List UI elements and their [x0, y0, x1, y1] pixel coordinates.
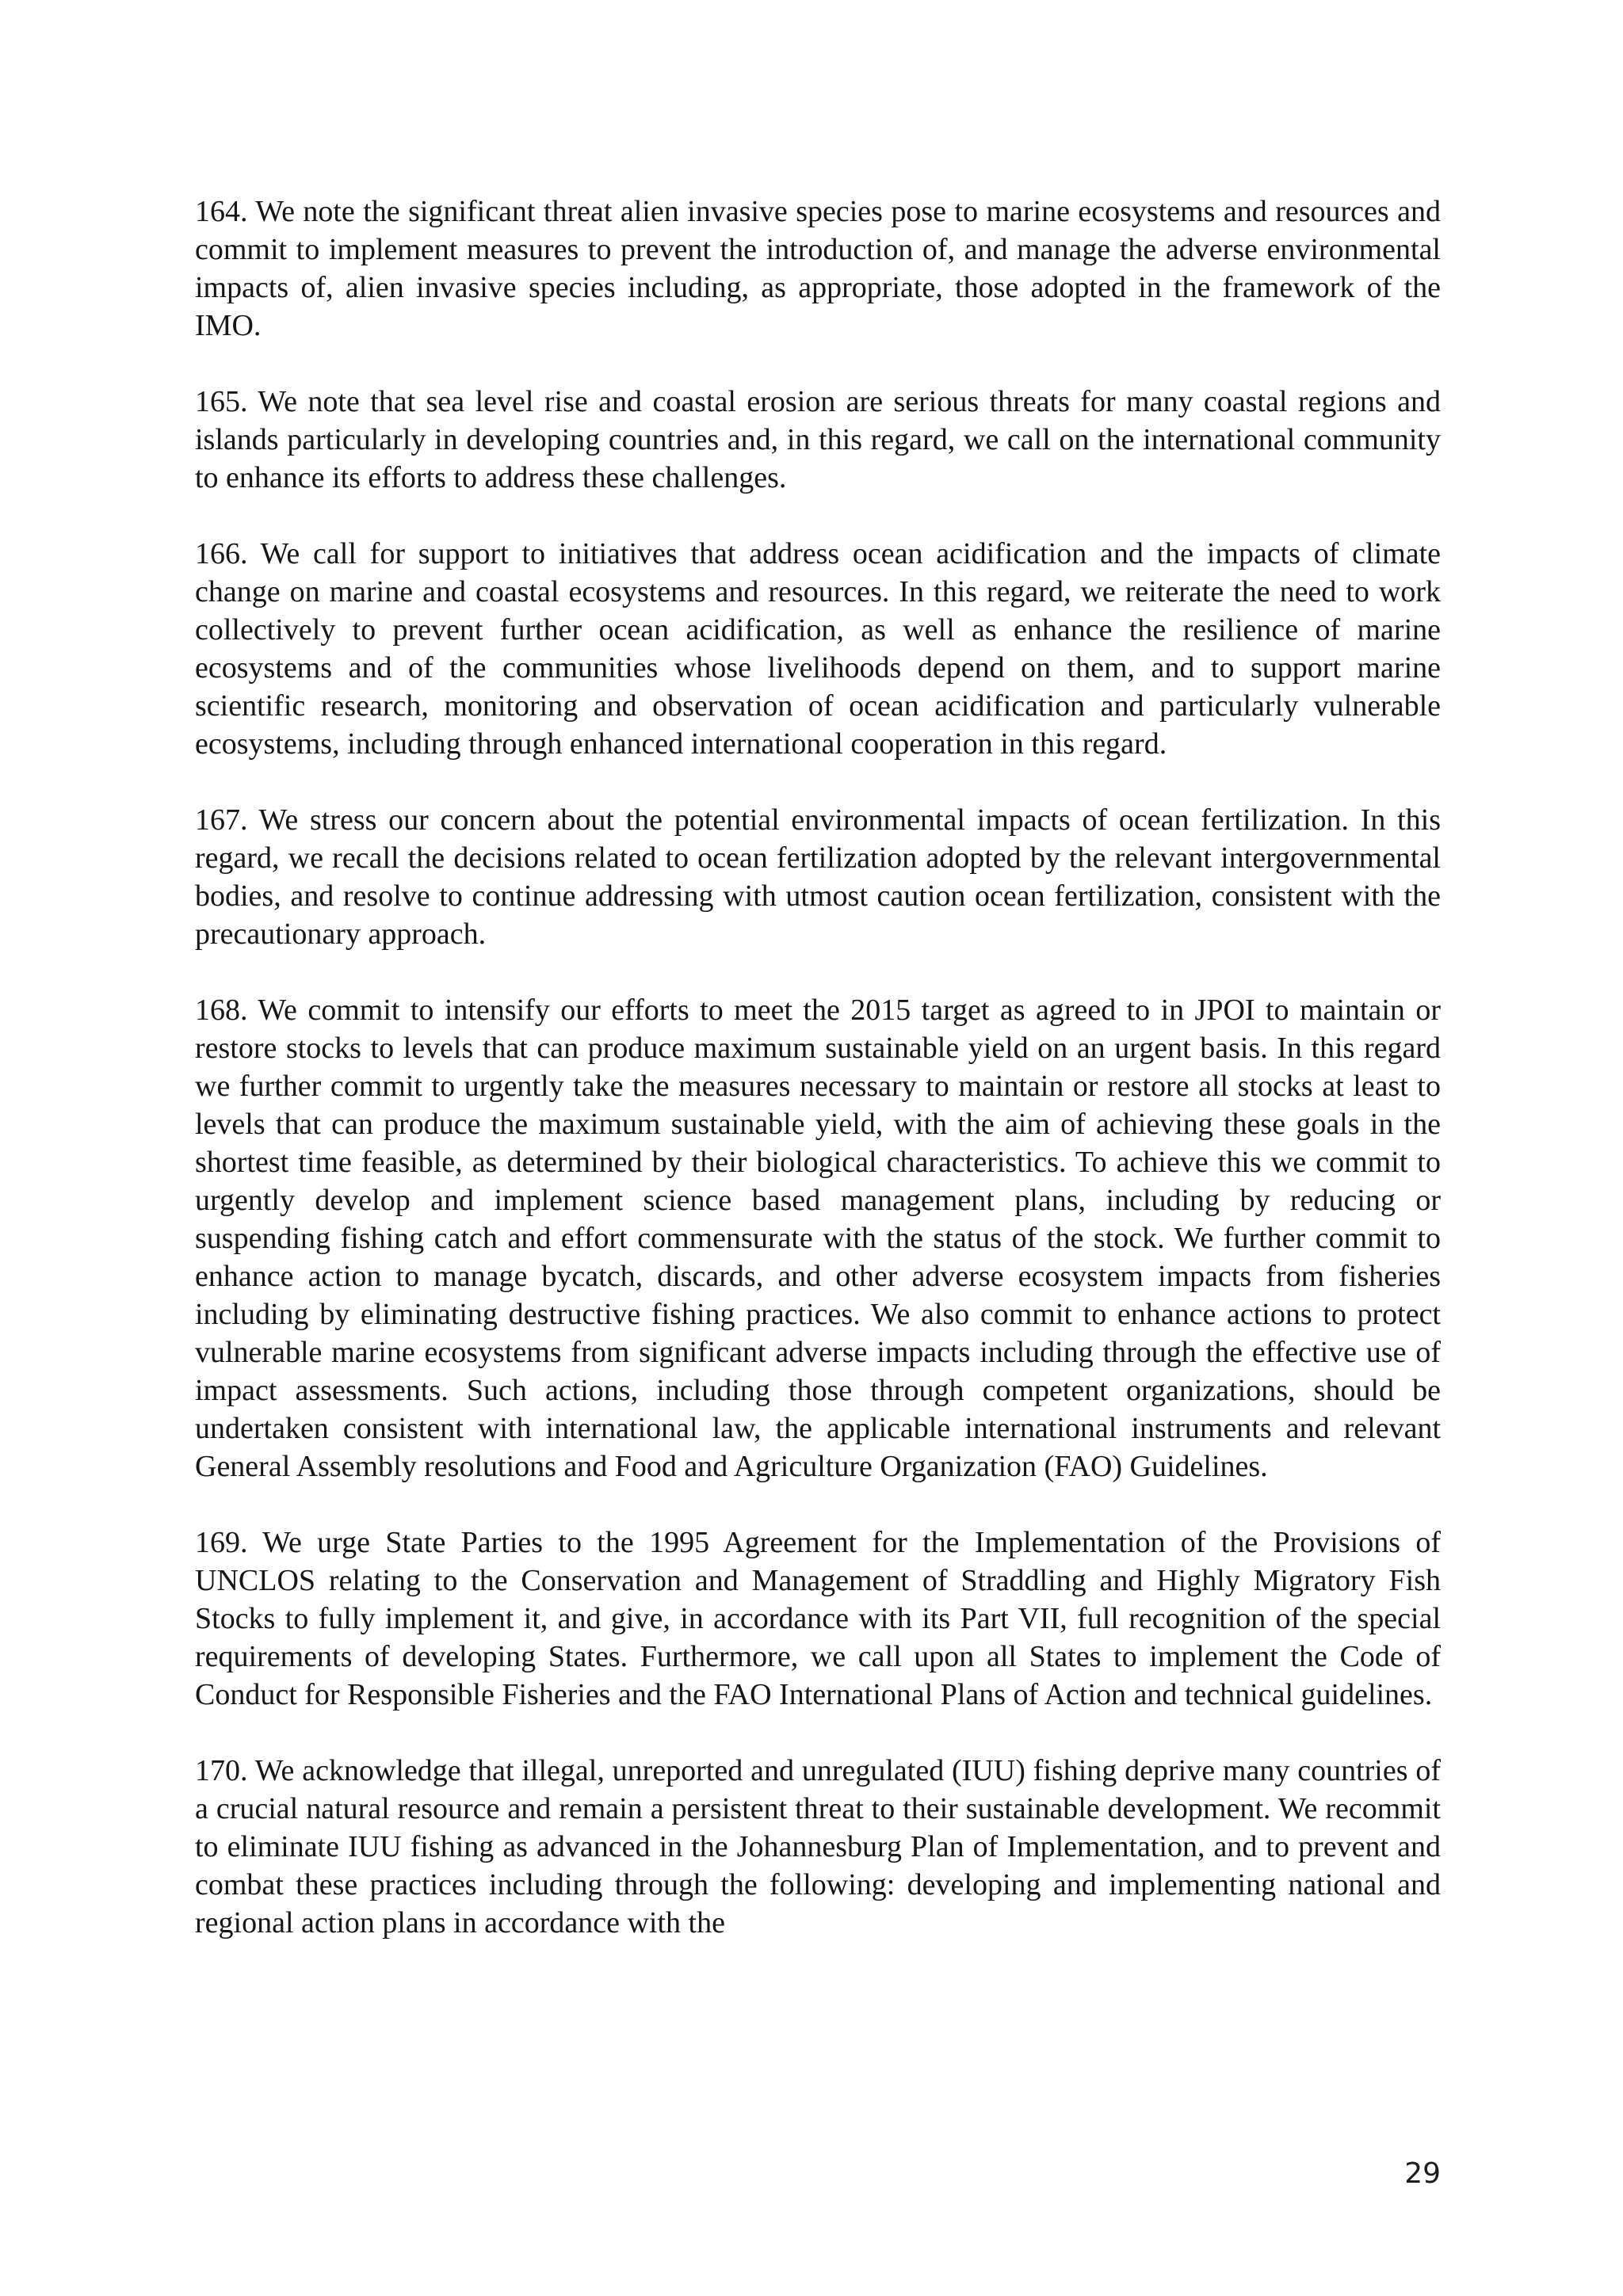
paragraph-166	[195, 535, 1441, 763]
paragraph-164	[195, 193, 1441, 345]
paragraph-number: 164.	[195, 195, 248, 228]
paragraph-text: We note that sea level rise and coastal erosion are serious threats for many coastal regions and islands particularly in developing countries and, in this regard, we call on the international community to enhance its efforts to address these challenges.	[195, 385, 1441, 494]
paragraph-number: 170.	[195, 1754, 248, 1787]
paragraph-168	[195, 991, 1441, 1486]
paragraph-169	[195, 1524, 1441, 1714]
paragraph-number: 166.	[195, 537, 248, 570]
paragraph-165	[195, 383, 1441, 497]
document-body	[195, 193, 1441, 1942]
paragraph-text: We urge State Parties to the 1995 Agreement for the Implementation of the Provisions of UNCLOS relating to the Conservation and Management of Straddling and Highly Migratory Fish Stocks to fully implement it, and give, in accordance with its Part VII, full recognition of the special requirements of developing States. Furthermore, we call upon all States to implement the Code of Conduct for Responsible Fisheries and the FAO International Plans of Action and technical guidelines.	[195, 1526, 1441, 1711]
paragraph-text: We acknowledge that illegal, unreported and unregulated (IUU) fishing deprive many countries of a crucial natural resource and remain a persistent threat to their sustainable development. We recommit to eliminate IUU fishing as advanced in the Johannesburg Plan of Implementation, and to prevent and combat these practices including through the following: developing and implementing national and regional action plans in accordance with the	[195, 1754, 1441, 1939]
paragraph-170	[195, 1752, 1441, 1942]
paragraph-text: We note the significant threat alien invasive species pose to marine ecosystems and resources and commit to implement measures to prevent the introduction of, and manage the adverse environmental impacts of, alien invasive species including, as appropriate, those adopted in the framework of the IMO.	[195, 195, 1441, 342]
paragraph-text: We call for support to initiatives that address ocean acidification and the impacts of climate change on marine and coastal ecosystems and resources. In this regard, we reiterate the need to work collectively to prevent further ocean acidification, as well as enhance the resilience of marine ecosystems and of the communities whose livelihoods depend on them, and to support marine scientific research, monitoring and observation of ocean acidification and particularly vulnerable ecosystems, including through enhanced international cooperation in this regard.	[195, 537, 1441, 761]
paragraph-number: 169.	[195, 1526, 248, 1559]
page-number: 29	[1404, 2157, 1441, 2190]
paragraph-text: We stress our concern about the potential environmental impacts of ocean fertilization. In this regard, we recall the decisions related to ocean fertilization adopted by the relevant intergovernmental bodies, and resolve to continue addressing with utmost caution ocean fertilization, consistent with the precautionary approach.	[195, 803, 1441, 951]
paragraph-number: 165.	[195, 385, 248, 418]
paragraph-text: We commit to intensify our efforts to meet the 2015 target as agreed to in JPOI to maintain or restore stocks to levels that can produce maximum sustainable yield on an urgent basis. In this regard we further commit to urgently take the measures necessary to maintain or restore all stocks at least to levels that can produce the maximum sustainable yield, with the aim of achieving these goals in the shortest time feasible, as determined by their biological characteristics. To achieve this we commit to urgently develop and implement science based management plans, including by reducing or suspending fishing catch and effort commensurate with the status of the stock. We further commit to enhance action to manage bycatch, discards, and other adverse ecosystem impacts from fisheries including by eliminating destructive fishing practices. We also commit to enhance actions to protect vulnerable marine ecosystems from significant adverse impacts including through the effective use of impact assessments. Such actions, including those through competent organizations, should be undertaken consistent with international law, the applicable international instruments and relevant General Assembly resolutions and Food and Agriculture Organization (FAO) Guidelines.	[195, 994, 1441, 1483]
paragraph-number: 167.	[195, 803, 248, 837]
paragraph-167	[195, 801, 1441, 953]
paragraph-number: 168.	[195, 994, 248, 1027]
